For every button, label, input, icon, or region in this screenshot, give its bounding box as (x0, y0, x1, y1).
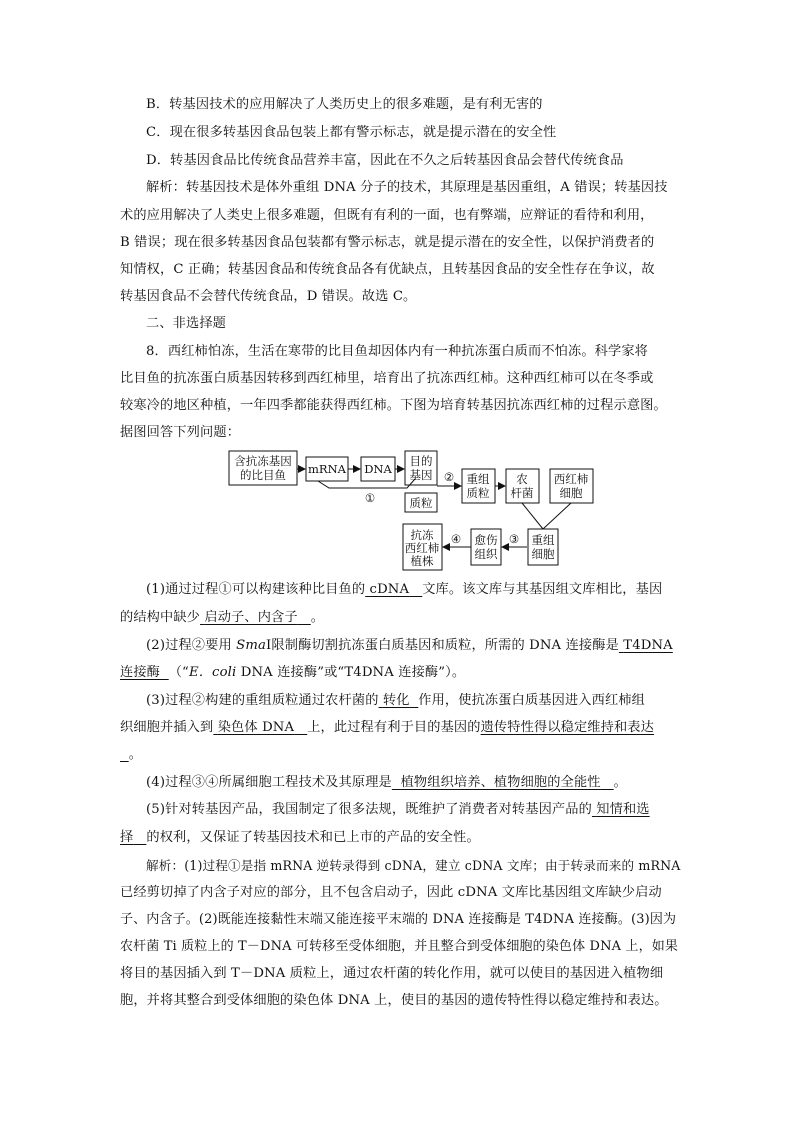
subquestion-1-cont: 的结构中缺少 启动子、内含子 。 (120, 610, 325, 625)
subquestion-4: (4)过程③④所属细胞工程技术及其原理是 植物组织培养、植物细胞的全能性 。 (146, 775, 627, 790)
step-2-label: ② (443, 470, 455, 484)
analysis-line: 已经剪切掉了内含子对应的部分，且不包含启动子，因此 cDNA 文库比基因组文库缺少启动 (120, 885, 662, 900)
plant-label: 西红柿 (404, 541, 440, 555)
analysis-line: 转基因食品不会替代传统食品，D 错误。故选 C。 (120, 289, 417, 304)
subquestion-3-end: 。 (120, 745, 142, 765)
question-8-line: 8．西红柿怕冻，生活在寒带的比目鱼却因体内有一种抗冻蛋白质而不怕冻。科学家将 (146, 344, 649, 359)
step-3-label: ③ (508, 532, 520, 546)
answer-blank: 择 (120, 830, 134, 845)
analysis-line: 胞，并将其整合到受体细胞的染色体 DNA 上，使目的基因的遗传特性得以稳定维持和表达。 (120, 993, 668, 1008)
subquestion-3: (3)过程②构建的重组质粒通过农杆菌的 转化 作用，使抗冻蛋白质基因进入西红柿组 (146, 693, 645, 708)
section-heading: 二、非选择题 (146, 316, 227, 331)
target-gene-label: 目的 (409, 454, 433, 468)
recombinant-plasmid-label: 质粒 (466, 486, 490, 500)
answer-blank: 知情和选 (596, 802, 650, 817)
agrobacterium-label: 农 (516, 472, 528, 486)
answer-blank: 连接酶 (120, 665, 161, 680)
question-8-line: 据图回答下列问题： (120, 425, 241, 440)
analysis-line: B 错误；现在很多转基因食品包装都有警示标志，就是提示潜在的安全性，以保护消费者的 (120, 235, 655, 250)
tomato-cell-label: 细胞 (559, 486, 583, 500)
plant-label: 植株 (410, 554, 434, 568)
subquestion-5-cont: 择 的权利，又保证了转基因技术和已上市的产品的安全性。 (120, 830, 480, 845)
answer-blank (120, 747, 129, 762)
analysis-line: 农杆菌 Ti 质粒上的 T－DNA 可转移至受体细胞，并且整合到受体细胞的染色体 DNA 上，如果 (120, 939, 679, 954)
dna-label: DNA (364, 462, 392, 476)
answer-blank: 染色体 DNA (217, 720, 295, 735)
answer-blank: T4DNA (623, 638, 673, 653)
analysis-line: 解析：转基因技术是体外重组 DNA 分子的技术，其原理是基因重组，A 错误；转基因技 (146, 180, 668, 195)
analysis-line: 解析：(1)过程①是指 mRNA 逆转录得到 cDNA，建立 cDNA 文库；由于转录而来的 mRNA (146, 858, 681, 873)
option-b: B．转基因技术的应用解决了人类历史上的很多难题，是有利无害的 (146, 97, 543, 112)
question-8-line: 较寒冷的地区种植，一年四季都能获得西红柿。下图为培育转基因抗冻西红柿的过程示意图。 (120, 398, 667, 413)
analysis-line: 将目的基因插入到 T－DNA 质粒上，通过农杆菌的转化作用，就可以使目的基因进入植物细 (120, 966, 664, 981)
option-c: C．现在很多转基因食品包装上都有警示标志，就是提示潜在的安全性 (146, 125, 557, 140)
tomato-cell-label: 西红柿 (553, 472, 589, 486)
plant-label: 抗冻 (410, 528, 434, 542)
analysis-line: 术的应用解决了人类史上很多难题，但既有有利的一面，也有弊端，应辩证的看待和利用， (120, 208, 654, 223)
subquestion-1: (1)通过过程①可以构建该种比目鱼的 cDNA 文库。该文库与其基因组文库相比，基因 (146, 582, 663, 597)
answer-blank: cDNA (369, 582, 410, 597)
question-8-line: 比目鱼的抗冻蛋白质基因转移到西红柿里，培育出了抗冻西红柿。这种西红柿可以在冬季或 (120, 371, 654, 386)
plasmid-label: 质粒 (409, 496, 433, 510)
step-1-label: ① (364, 491, 376, 505)
mrna-label: mRNA (308, 462, 346, 476)
recombinant-plasmid-label: 重组 (466, 472, 490, 486)
fish-label: 含抗冻基因 (234, 454, 292, 468)
option-d: D．转基因食品比传统食品营养丰富，因此在不久之后转基因食品会替代传统食品 (146, 153, 624, 168)
target-gene-label: 基因 (409, 468, 433, 482)
fish-label: 的比目鱼 (240, 468, 286, 482)
subquestion-2-cont: 连接酶 （“E．coli DNA 连接酶”或“T4DNA 连接酶”）。 (120, 665, 466, 680)
recombinant-cell-label: 重组 (531, 533, 555, 547)
agrobacterium-label: 杆菌 (510, 486, 534, 500)
analysis-line: 子、内含子。(2)既能连接黏性末端又能连接平末端的 DNA 连接酶是 T4DNA 连接酶。(3)因为 (120, 912, 677, 927)
answer-blank: 遗传特性得以稳定维持和表达 (480, 720, 654, 735)
answer-blank: 启动子、内含子 (204, 610, 298, 625)
answer-blank: 转化 (382, 693, 410, 708)
callus-label: 愈伤 (474, 533, 498, 547)
analysis-line: 知情权，C 正确；转基因食品和传统食品各有优缺点，且转基因食品的安全性存在争议，故 (120, 262, 655, 277)
recombinant-cell-label: 细胞 (531, 547, 555, 561)
subquestion-2: (2)过程②要用 SmaⅠ限制酶切割抗冻蛋白质基因和质粒，所需的 DNA 连接酶是 T4DNA (146, 638, 673, 653)
step-4-label: ④ (450, 532, 462, 546)
subquestion-5: (5)针对转基因产品，我国制定了很多法规，既维护了消费者对转基因产品的 知情和选 (146, 802, 650, 817)
answer-blank: 植物组织培养、植物细胞的全能性 (400, 775, 601, 790)
subquestion-3-cont: 织细胞并插入到 染色体 DNA 上，此过程有利于目的基因的遗传特性得以稳定维持和表达 (120, 720, 654, 735)
callus-label: 组织 (474, 547, 498, 561)
